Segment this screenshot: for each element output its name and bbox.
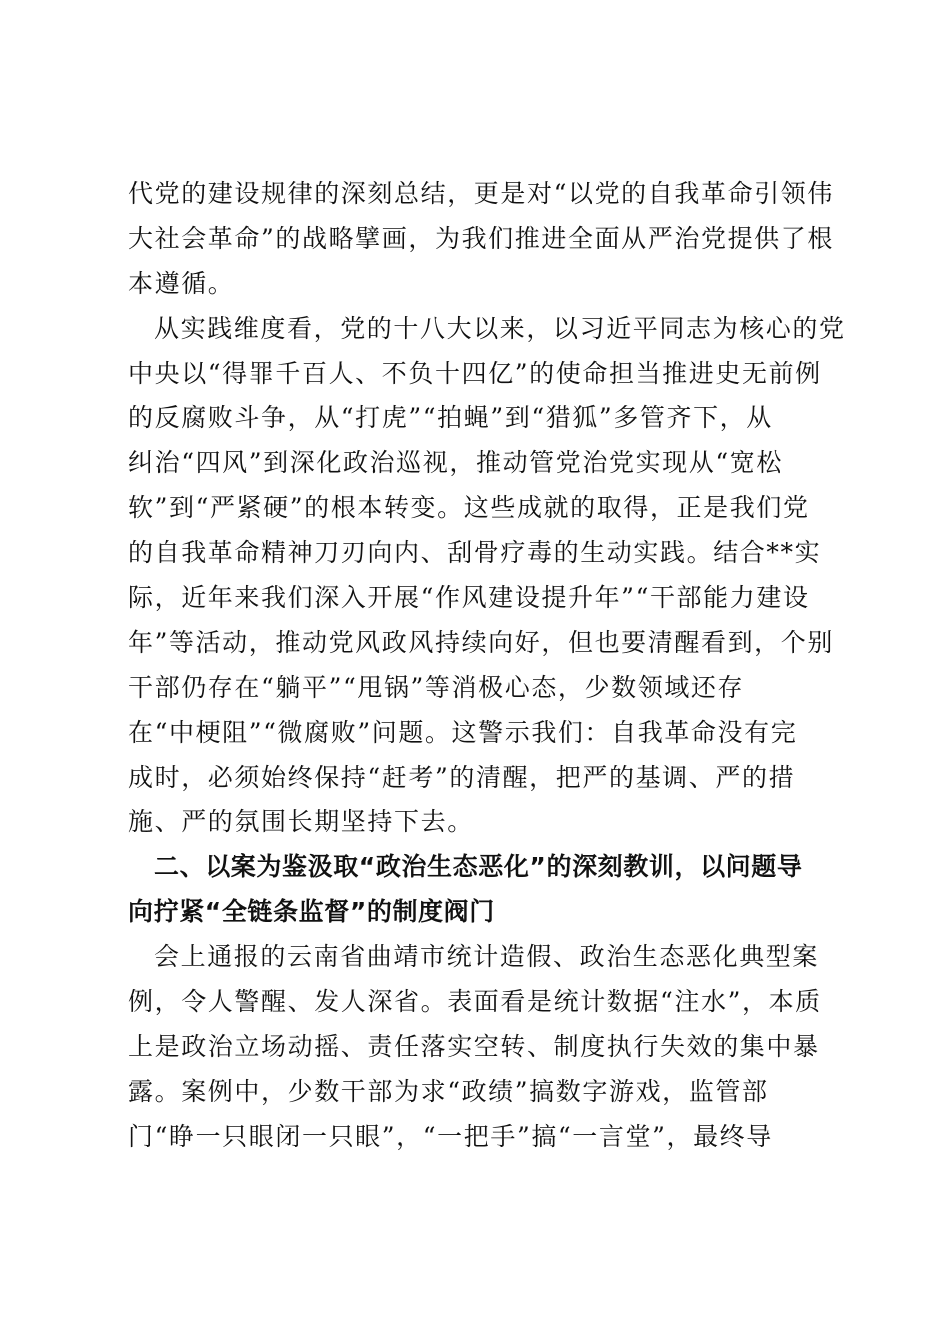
heading-line: 二、以案为鉴汲取“政治生态恶化”的深刻教训，以问题导	[154, 852, 803, 882]
text-line: 干部仍存在“躺平”“甩锅”等消极心态，少数领域还存	[128, 672, 745, 702]
paragraph-continuation	[128, 172, 834, 307]
text-line: 在“中梗阻”“微腐败”问题。这警示我们：自我革命没有完	[128, 717, 798, 747]
section-heading	[128, 845, 828, 935]
text-line: 软”到“严紧硬”的根本转变。这些成就的取得，正是我们党	[128, 493, 810, 523]
text-line: 上是政治立场动摇、责任落实空转、制度执行失效的集中暴	[128, 1031, 820, 1061]
text-line: 成时，必须始终保持“赶考”的清醒，把严的基调、严的措	[128, 762, 796, 792]
text-line: 例，令人警醒、发人深省。表面看是统计数据“注水”，本质	[128, 987, 822, 1017]
text-line: 从实践维度看，党的十八大以来，以习近平同志为核心的党	[154, 313, 846, 343]
text-line: 中央以“得罪千百人、不负十四亿”的使命担当推进史无前例	[128, 358, 822, 388]
paragraph-practice	[128, 307, 846, 846]
text-line: 露。案例中，少数干部为求“政绩”搞数字游戏，监管部	[128, 1076, 769, 1106]
text-line: 本遵循。	[128, 268, 235, 298]
text-line: 纠治“四风”到深化政治巡视，推动管党治党实现从“宽松	[128, 448, 783, 478]
text-line: 门“睁一只眼闭一只眼”，“一把手”搞“一言堂”，最终导	[128, 1121, 773, 1151]
paragraph-case	[128, 935, 828, 1159]
text-line: 年”等活动，推动党风政风持续向好，但也要清醒看到，个别	[128, 627, 834, 657]
text-line: 的反腐败斗争，从“打虎”“拍蝇”到“猎狐”多管齐下，从	[128, 403, 773, 433]
text-line: 施、严的氛围长期坚持下去。	[128, 807, 474, 837]
heading-line: 向拧紧“全链条监督”的制度阀门	[128, 897, 495, 927]
text-line: 的自我革命精神刀刃向内、刮骨疗毒的生动实践。结合**实	[128, 538, 822, 568]
text-line: 会上通报的云南省曲靖市统计造假、政治生态恶化典型案	[154, 942, 820, 972]
document-page	[128, 172, 846, 1160]
text-line: 大社会革命”的战略擘画，为我们推进全面从严治党提供了根	[128, 223, 834, 253]
text-line: 际，近年来我们深入开展“作风建设提升年”“干部能力建设	[128, 583, 810, 613]
text-line: 代党的建设规律的深刻总结，更是对“以党的自我革命引领伟	[128, 179, 834, 208]
